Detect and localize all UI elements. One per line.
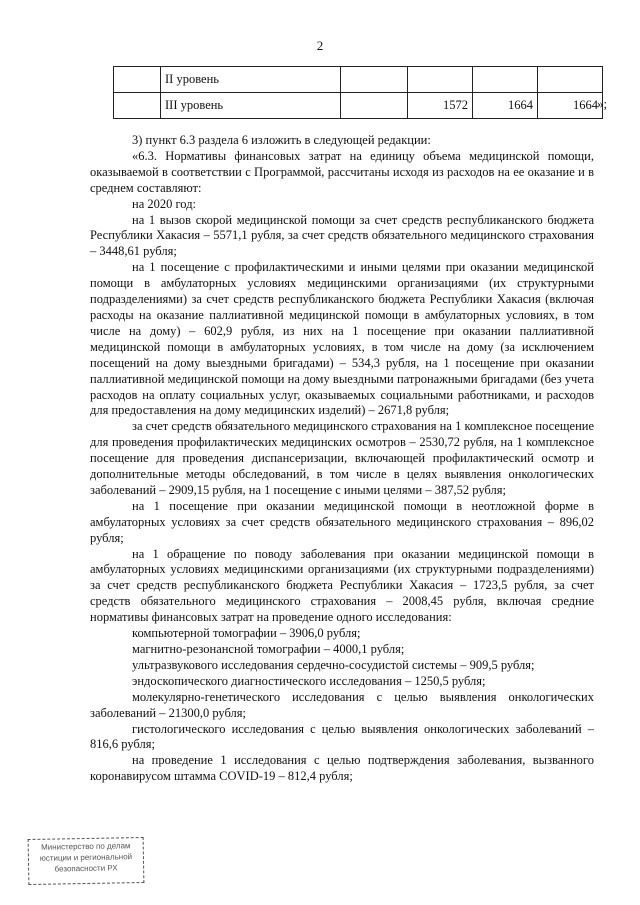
table-cell-value — [408, 67, 473, 93]
stamp-line: Министерство по делам — [40, 841, 131, 852]
paragraph: 3) пункт 6.3 раздела 6 изложить в следующей редакции: — [132, 133, 431, 147]
list-item: ультразвукового исследования сердечно-сосудистой системы – 909,5 рубля; — [132, 657, 535, 672]
list-item: эндоскопического диагностического исследования – 1250,5 рубля; — [132, 673, 486, 688]
paragraph: «6.3. Нормативы финансовых затрат на единицу объема медицинской помощи, оказываемой в соответствии с Программой, рассчитаны исходя из расходов на ее оказание и в среднем составляют: — [90, 148, 594, 195]
stamp-line: юстиции и региональной — [39, 852, 133, 863]
paragraph: на 1 обращение по поводу заболевания при оказании медицинской помощи в амбулаторных условиях медицинскими организациями (их структурными подразделениями) за счет средств республиканского бюджета Республики Хакасия – 1723,5 рубля, за счет средств обязательного медицинского страхования – 2008,45 рубля, включая средние нормативы финансовых затрат на проведение одного исследования: — [90, 546, 594, 625]
registration-stamp — [28, 837, 145, 885]
table-closing-quote: »; — [597, 96, 608, 111]
table-cell-value: 1664 — [473, 93, 538, 119]
document-body — [90, 133, 594, 785]
paragraph: на 2020 год: — [132, 196, 197, 211]
list-item: гистологического исследования с целью выявления онкологических заболеваний – 816,6 рубля; — [90, 721, 594, 752]
paragraph: на 1 посещение при оказании медицинской помощи в неотложной форме в амбулаторных условиях за счет средств обязательного медицинского страхования – 896,02 рубля; — [90, 498, 594, 545]
page-number: 2 — [316, 38, 324, 53]
table-cell-value: 1572 — [408, 93, 473, 119]
level-table — [113, 66, 603, 119]
table-cell-value — [473, 67, 538, 93]
table-cell — [114, 67, 161, 93]
table-row — [114, 93, 603, 119]
list-item: магнитно-резонансной томографии – 4000,1 рубля; — [132, 642, 405, 656]
table-cell-value: 1664 — [538, 93, 603, 119]
paragraph: на 1 посещение с профилактическими и иными целями при оказании медицинской помощи в амбулаторных условиях медицинскими организациями (их структурными подразделениями) за счет средств республиканского бюджета Республики Хакасия (включая расходы на оказание паллиативной медицинской помощи в амбулаторных условиях, в том числе на дому) – 602,9 рубля, из них на 1 посещение при оказании паллиативной медицинской помощи в амбулаторных условиях, в том числе на дому (за исключением посещений на дому выездными бригадами) – 534,3 рубля, на 1 посещение при оказании паллиативной медицинской помощи на дому выездными патронажными бригадами (без учета расходов на оплату социальных услуг, оказываемых социальными работниками, и расходов для предоставления на дому медицинских изделий) – 2671,8 рубля; — [90, 260, 594, 418]
paragraph: на 1 вызов скорой медицинской помощи за счет средств республиканского бюджета Республики Хакасия – 5571,1 рубля, за счет средств обязательного медицинского страхования – 3448,61 рубля; — [90, 212, 594, 259]
table-cell — [114, 93, 161, 119]
table-cell-label: II уровень — [161, 67, 341, 93]
stamp-line: безопасности РХ — [54, 863, 118, 874]
list-item: компьютерной томографии – 3906,0 рубля; — [132, 626, 361, 641]
paragraph: на проведение 1 исследования с целью подтверждения заболевания, вызванного коронавирусом штамма COVID-19 – 812,4 рубля; — [90, 753, 594, 784]
table-cell-value — [538, 67, 603, 93]
table-cell-label: III уровень — [161, 93, 341, 119]
table-row — [114, 67, 603, 93]
list-item: молекулярно-генетического исследования с целью выявления онкологических заболеваний – 21300,0 рубля; — [90, 689, 594, 720]
table-cell — [341, 93, 408, 119]
table-cell — [341, 67, 408, 93]
paragraph: за счет средств обязательного медицинского страхования на 1 комплексное посещение для проведения профилактических медицинских осмотров – 2530,72 рубля, на 1 комплексное посещение для проведения диспансеризации, включающей профилактический осмотр и дополнительные методы обследований, в том числе в целях выявления онкологических заболеваний – 2909,15 рубля, на 1 посещение с иными целями – 387,52 рубля; — [90, 419, 594, 497]
